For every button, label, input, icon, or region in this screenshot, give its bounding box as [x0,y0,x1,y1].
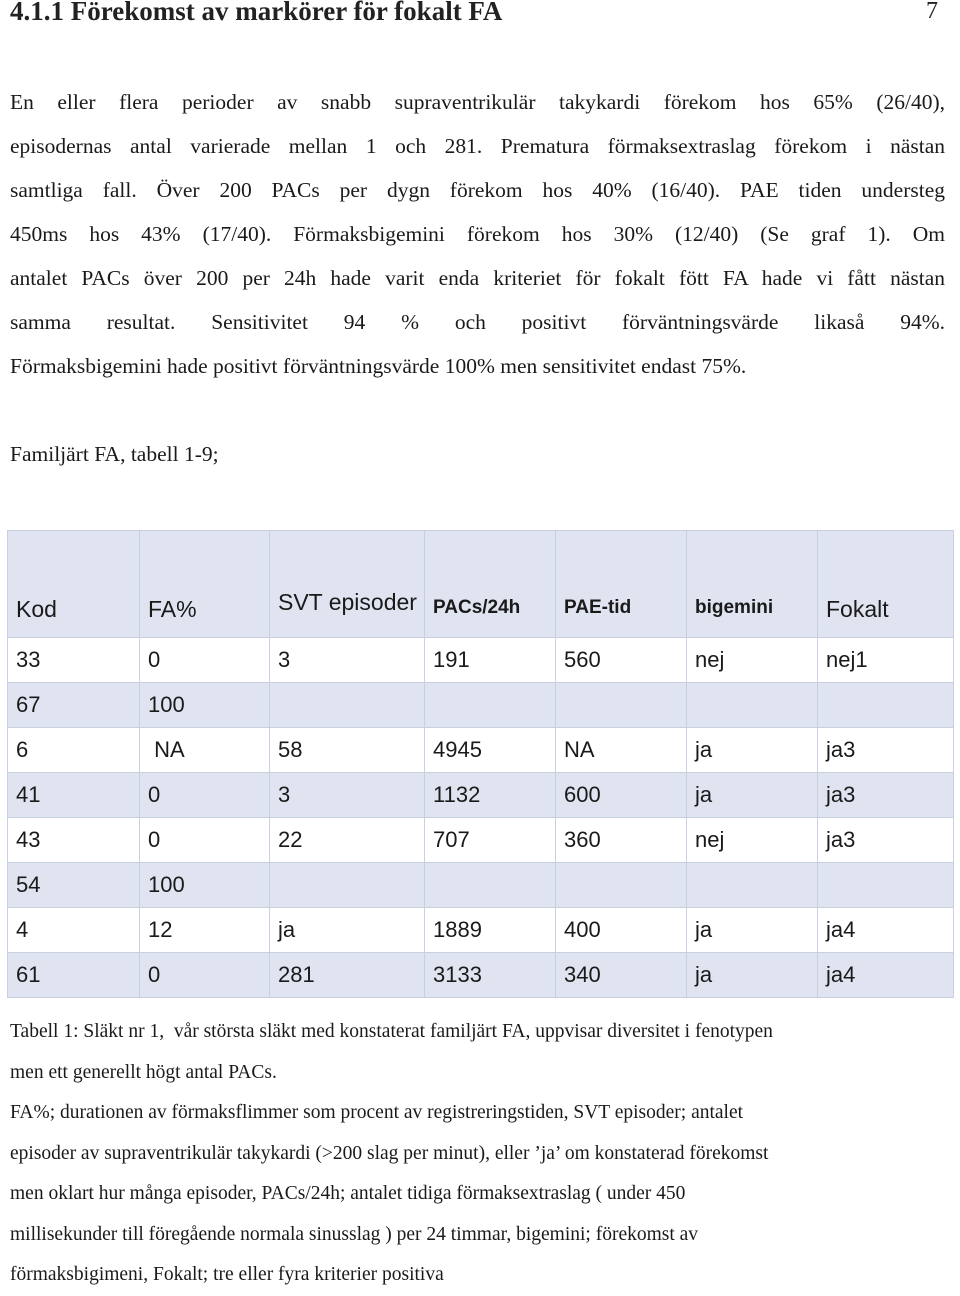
column-header-pacs-24h: PACs/24h [425,531,556,638]
caption-line: förmaksbigimeni, Fokalt; tre eller fyra kriterier positiva [10,1264,444,1285]
caption-line: Tabell 1: Släkt nr 1, vår största släkt med konstaterat familjärt FA, uppvisar diversitet i fenotypen [10,1021,773,1042]
caption-line: millisekunder till föregående normala sinusslag ) per 24 timmar, bigemini; förekomst av [10,1223,699,1245]
table-cell [687,683,818,728]
table-cell: 33 [8,638,140,683]
table-cell [818,683,954,728]
table-cell: nej1 [818,638,954,683]
table-cell: 360 [556,818,687,863]
table-row [8,908,954,953]
table-row [8,818,954,863]
table-row [8,638,954,683]
column-header-svt-episoder: SVT episoder [270,531,425,638]
table-cell: 100 [140,683,270,728]
table-cell [270,863,425,908]
body-paragraph [10,80,945,388]
table-cell: ja [687,908,818,953]
table-cell: 707 [425,818,556,863]
table-cell: 0 [140,953,270,998]
table-cell [687,863,818,908]
table-cell [556,863,687,908]
table-cell: 4 [8,908,140,953]
table-cell: 400 [556,908,687,953]
paragraph-line: En eller flera perioder av snabb supraventrikulär takykardi förekom hos 65% (26/40), [10,90,945,114]
column-header-bigemini: bigemini [687,531,818,638]
column-header-fa-percent: FA% [140,531,270,638]
table-caption [10,1012,945,1296]
paragraph-line: Förmaksbigemini hade positivt förväntningsvärde 100% men sensitivitet endast 75%. [10,354,747,378]
caption-line: episoder av supraventrikulär takykardi (>200 slag per minut), eller ’ja’ om konstaterad förekomst [10,1142,769,1164]
table-cell: ja4 [818,953,954,998]
table-cell: 100 [140,863,270,908]
column-header-kod: Kod [8,531,140,638]
paragraph-line: samtliga fall. Över 200 PACs per dygn förekom hos 40% (16/40). PAE tiden understeg [10,178,945,202]
table-cell: ja [687,728,818,773]
table-cell: 3133 [425,953,556,998]
table-cell: 12 [140,908,270,953]
table-cell: nej [687,638,818,683]
paragraph-line: episodernas antal varierade mellan 1 och 281. Prematura förmaksextraslag förekom i nästan [10,134,945,158]
table-cell: ja4 [818,908,954,953]
caption-line: FA%; durationen av förmaksflimmer som procent av registreringstiden, SVT episoder; antalet [10,1102,744,1123]
table-cell: 58 [270,728,425,773]
table-cell: ja3 [818,773,954,818]
table-cell: ja3 [818,728,954,773]
table-cell [425,683,556,728]
subheading: Familjärt FA, tabell 1-9; [10,442,219,466]
table-row [8,683,954,728]
paragraph-line: samma resultat. Sensitivitet 94 % och positivt förväntningsvärde likaså 94%. [10,310,945,334]
table-cell: 41 [8,773,140,818]
table-header-row [8,531,954,638]
table-cell: NA [556,728,687,773]
caption-line: men ett generellt högt antal PACs. [10,1061,277,1083]
table-cell: 3 [270,638,425,683]
table-cell: ja [687,773,818,818]
page-number: 7 [926,0,938,24]
table-row [8,863,954,908]
column-header-pae-tid: PAE-tid [556,531,687,638]
table-cell: 61 [8,953,140,998]
table-cell: nej [687,818,818,863]
table-cell: 54 [8,863,140,908]
table-cell [270,683,425,728]
table-cell: 560 [556,638,687,683]
table-cell: 281 [270,953,425,998]
table-cell: ja [270,908,425,953]
table-cell: 0 [140,773,270,818]
table-cell [425,863,556,908]
column-header-fokalt: Fokalt [818,531,954,638]
table-cell: 6 [8,728,140,773]
caption-line: men oklart hur många episoder, PACs/24h; antalet tidiga förmaksextraslag ( under 450 [10,1183,686,1204]
table-cell: ja3 [818,818,954,863]
table-cell: 3 [270,773,425,818]
table-cell: 1889 [425,908,556,953]
table-cell: 1132 [425,773,556,818]
table-cell: 0 [140,638,270,683]
section-title: 4.1.1 Förekomst av markörer för fokalt FA [10,0,503,26]
table-cell: 340 [556,953,687,998]
table-cell: NA [140,728,270,773]
table-cell: 0 [140,818,270,863]
paragraph-line: 450ms hos 43% (17/40). Förmaksbigemini förekom hos 30% (12/40) (Se graf 1). Om [10,222,945,246]
family-fa-table [7,530,954,998]
table-row [8,728,954,773]
table-cell: 191 [425,638,556,683]
table-cell: 67 [8,683,140,728]
table-cell: 43 [8,818,140,863]
table-cell: ja [687,953,818,998]
table-row [8,953,954,998]
table-cell: 4945 [425,728,556,773]
table-cell [556,683,687,728]
table-cell: 22 [270,818,425,863]
table-cell: 600 [556,773,687,818]
table-cell [818,863,954,908]
paragraph-line: antalet PACs över 200 per 24h hade varit enda kriteriet för fokalt fött FA hade vi fått nästan [10,266,945,290]
table-row [8,773,954,818]
